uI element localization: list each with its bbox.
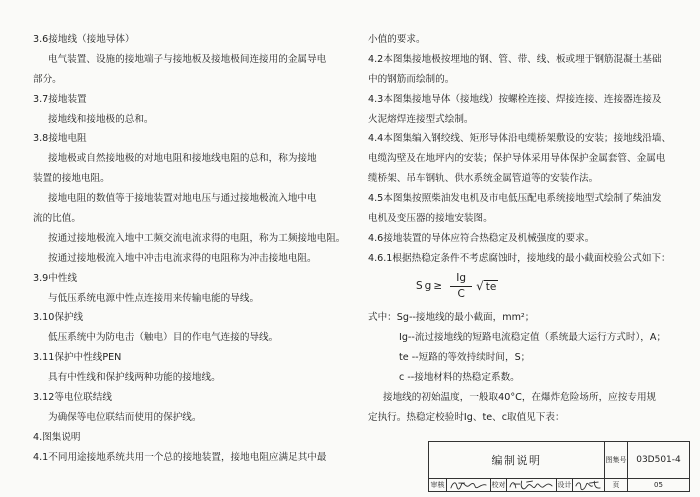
- clause-4-4-text-line-2: 电缆沟壁及在地坪内的安装；保护导体采用导体保护金属套管、金属电: [368, 153, 666, 165]
- formula-legend-c: c --接地材料的热稳定系数。: [399, 372, 520, 384]
- clause-4-3-text-line-2: 火泥熔焊连接型式绘制。: [368, 113, 474, 125]
- initial-temperature-note-line-1: 接地线的初始温度，一般取40°C，在爆炸危险场所，应按专用规: [383, 392, 657, 404]
- clause-3-8-text-line-6: 按通过接地极流入地中冲击电流求得的电阻称为冲击接地电阻。: [48, 252, 317, 264]
- clause-3-9-text: 与低压系统电源中性点连接用来传输电能的导线。: [48, 292, 260, 304]
- page-label: 页: [605, 478, 628, 491]
- clause-4-5-text-line-2: 电机及变压器的接地安装图。: [368, 213, 493, 225]
- clause-4-2-text-line-2: 中的钢筋而绘制的。: [368, 73, 455, 85]
- checker-signature: [507, 478, 557, 491]
- initial-temperature-note-line-2: 定执行。热稳定校验时Ig、te、c取值见下表：: [368, 411, 565, 423]
- clause-4-6-text: 4.6接地装置的导体应符合热稳定及机械强度的要求。: [368, 232, 595, 244]
- clause-3-6-heading: 3.6接地线（接地导体）: [33, 34, 135, 45]
- atlas-number: 03D501-4: [636, 455, 681, 465]
- left-column: [33, 30, 348, 468]
- clause-3-6-text-line-1: 电气装置、设施的接地端子与接地板及接地极间连接用的金属导电: [48, 53, 327, 65]
- clause-3-11-heading: 3.11保护中性线PEN: [33, 352, 122, 364]
- clause-4-2-text-line-1: 4.2本图集接地极按埋地的钢、管、带、线、板或埋于钢筋混凝土基础: [368, 53, 662, 65]
- drawing-title: 编制说明: [429, 442, 605, 478]
- reviewer-signature-icon: [447, 479, 490, 491]
- formula-numerator: Ig: [456, 271, 467, 284]
- clause-3-11-text: 具有中性线和保护线两种功能的接地线。: [48, 372, 221, 384]
- clause-3-7-heading: 3.7接地装置: [33, 93, 87, 105]
- clause-4-6-1-text: 4.6.1根据热稳定条件不考虑腐蚀时，接地线的最小截面校验公式如下：: [368, 252, 671, 264]
- clause-3-8-text-line-5: 按通过接地极流入地中工频交流电流求得的电阻，称为工频接地电阻。: [48, 232, 346, 244]
- designer-signature: [573, 478, 605, 491]
- formula-legend-sg: 式中：Sg--接地线的最小截面，mm²；: [368, 312, 535, 324]
- clause-4-1-text-line-1: 4.1不同用途接地系统共用一个总的接地装置，接地电阻应满足其中最: [33, 451, 327, 463]
- clause-3-12-text: 为确保等电位联结而使用的保护线。: [48, 411, 202, 423]
- formula-fraction: [450, 272, 472, 301]
- clause-3-8-text-line-2: 装置的接地电阻。: [33, 173, 110, 185]
- reviewer-label: 审核: [429, 478, 447, 491]
- formula-legend-ig: Ig--流过接地线的短路电流稳定值（系统最大运行方式时），A；: [399, 332, 667, 344]
- clause-3-12-heading: 3.12等电位联结线: [33, 392, 112, 404]
- clause-4-4-text-line-1: 4.4本图集编入钢绞线、矩形导体沿电缆桥架敷设的安装；接地线沿墙、: [368, 133, 672, 145]
- designer-signature-icon: [573, 479, 604, 491]
- clause-3-8-text-line-3: 接地电阻的数值等于接地装置对地电压与通过接地极流入地中电: [48, 193, 317, 205]
- clause-3-10-text: 低压系统中为防电击（触电）目的作电气连接的导线。: [48, 332, 279, 344]
- right-column: [368, 30, 690, 428]
- formula-radicand: te: [485, 280, 497, 293]
- reviewer-signature: [447, 478, 491, 491]
- clause-3-10-heading: 3.10保护线: [33, 312, 84, 324]
- clause-3-7-text: 接地线和接地极的总和。: [48, 113, 154, 125]
- clause-4-4-text-line-3: 缆桥架、吊车钢轨、供水系统金属管道等的安装作法。: [368, 173, 599, 185]
- designer-label: 设计: [557, 478, 573, 491]
- clause-3-8-text-line-4: 流的比值。: [33, 213, 81, 225]
- page-number: 05: [628, 478, 689, 491]
- clause-4-5-text-line-1: 4.5本图集按照柴油发电机及市电低压配电系统接地型式绘制了柴油发: [368, 193, 662, 205]
- min-cross-section-formula: [416, 268, 498, 304]
- clause-3-9-heading: 3.9中性线: [33, 272, 78, 284]
- clause-3-8-text-line-1: 接地极或自然接地极的对地电阻和接地线电阻的总和，称为接地: [48, 153, 317, 165]
- checker-signature-icon: [507, 479, 556, 491]
- clause-3-8-heading: 3.8接地电阻: [33, 133, 87, 145]
- fraction-bar: [450, 286, 472, 287]
- clause-3-6-text-line-2: 部分。: [33, 73, 62, 85]
- formula-lhs: Sg≥: [416, 280, 445, 292]
- formula-denominator: C: [457, 287, 465, 300]
- clause-4-3-text-line-1: 4.3本图集接地导体（接地线）按螺栓连接、焊接连接、连接器连接及: [368, 93, 662, 105]
- checker-label: 校对: [491, 478, 507, 491]
- radical-sign-icon: √: [476, 279, 484, 293]
- formula-legend-te: te --短路的等效持续时间，S；: [399, 352, 531, 364]
- section-4-heading: 4.图集说明: [33, 431, 81, 443]
- clause-4-1-text-line-2: 小值的要求。: [368, 34, 426, 45]
- title-block: [428, 441, 690, 492]
- atlas-number-label: 图集号: [605, 442, 628, 478]
